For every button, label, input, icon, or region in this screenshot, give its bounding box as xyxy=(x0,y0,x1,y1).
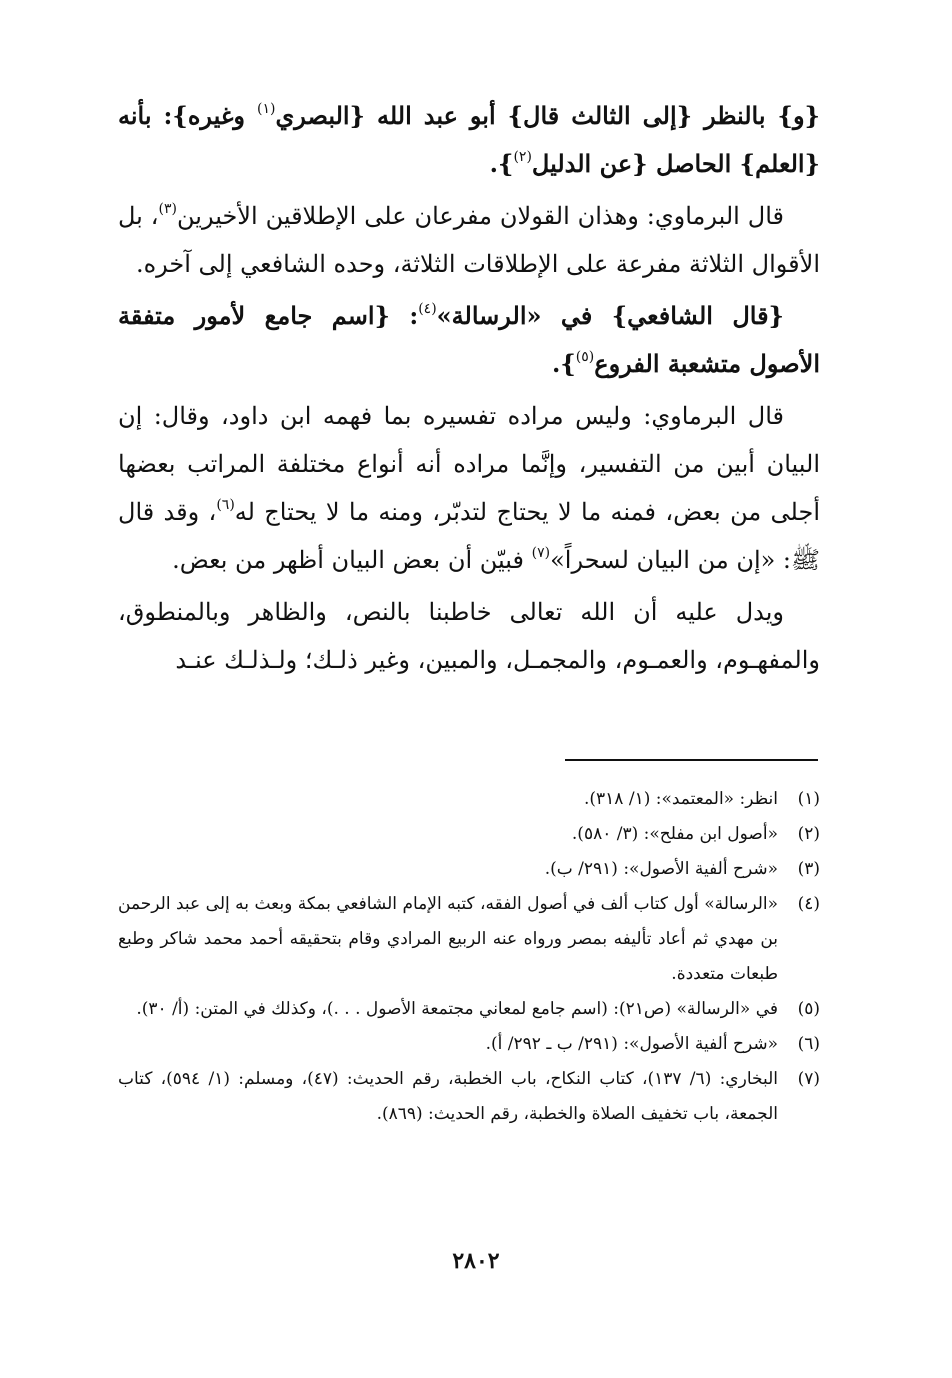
text-segment: {و} بالنظر {إلى الثالث قال} أبو عبد الله {البصري xyxy=(275,101,820,130)
footnote-number: (١) xyxy=(797,789,820,809)
text-segment: : {اسم جامع لأمور متفقة الأصول متشعبة الفروع xyxy=(118,301,820,378)
footnote-ref[interactable]: (٣) xyxy=(158,201,178,217)
paragraph-p5 xyxy=(118,588,820,684)
text-segment: ويدل عليه أن الله تعالى خاطبنا بالنص، والظاهر وبالمنطوق، والمفهـوم، والعمـوم، والمجمـل، والمبين، وغير ذلـك؛ ولـذلـك عنـد xyxy=(118,598,820,674)
footnote-text: «شرح ألفية الأصول»: (٢٩١/ ب). xyxy=(544,859,778,879)
text-segment: فبيّن أن بعض البيان أظهر من بعض. xyxy=(172,546,532,574)
footnote-item xyxy=(118,817,820,852)
text-segment: }. xyxy=(551,349,576,378)
footnote-ref[interactable]: (٤) xyxy=(418,301,437,317)
footnote-text: «الرسالة» أول كتاب ألف في أصول الفقه، كتبه الإمام الشافعي بمكة وبعث به إلى عبد الرحمن بن مهدي ثم أعاد تأليفه بمصر ورواه عنه الربيع المرادي وقام بتحقيقه أحمد محمد شاكر وطبع طبعات متعددة. xyxy=(118,894,778,984)
footnote-number: (٢) xyxy=(797,824,820,844)
footnote-item xyxy=(118,782,820,817)
text-segment: }. xyxy=(489,149,514,178)
footnote-text: البخاري: (٦/ ١٣٧)، كتاب النكاح، باب الخطبة، رقم الحديث: (٤٧)، ومسلم: (١/ ٥٩٤)، كتاب الجمعة، باب تخفيف الصلاة والخطبة، رقم الحديث: (٨٦٩). xyxy=(118,1069,779,1124)
page-number: ٢٨٠٢ xyxy=(452,1248,500,1274)
footnote-number: (٦) xyxy=(797,1034,820,1054)
footnote-item xyxy=(118,1062,820,1132)
text-segment: ، وقد قال ﷺ: «إن من البيان لسحراً» xyxy=(118,498,820,574)
paragraph-p3 xyxy=(118,292,820,388)
footnote-item xyxy=(118,992,820,1027)
paragraph-p4 xyxy=(118,392,820,584)
text-segment: قال البرماوي: وهذان القولان مفرعان على الإطلاقين الأخيرين xyxy=(177,202,785,230)
footnote-ref[interactable]: (٢) xyxy=(513,149,532,165)
footnote-ref[interactable]: (٧) xyxy=(531,545,551,561)
footnote-text: انظر: «المعتمد»: (١/ ٣١٨). xyxy=(583,789,778,809)
footnote-item xyxy=(118,852,820,887)
footnote-ref[interactable]: (١) xyxy=(257,101,276,117)
paragraph-p1 xyxy=(118,92,820,188)
text-segment: قال البرماوي: وليس مراده تفسيره بما فهمه ابن داود، وقال: إن البيان أبين من التفسير، وإنَّما مراده أنه أنواع مختلفة المراتب بعضها أجلى من بعض، فمنه ما لا يحتاج لتدبّر، ومنه ما لا يحتاج له xyxy=(118,402,820,526)
paragraph-p2 xyxy=(118,192,820,288)
footnote-number: (٥) xyxy=(797,999,820,1019)
text-segment: ، بل الأقوال الثلاثة مفرعة على الإطلاقات الثلاثة، وحده الشافعي إلى آخره. xyxy=(118,202,820,278)
footnote-number: (٧) xyxy=(797,1069,820,1089)
footnote-ref[interactable]: (٦) xyxy=(216,497,235,513)
main-text-body xyxy=(118,92,820,688)
footnote-separator xyxy=(565,759,818,761)
footnote-number: (٣) xyxy=(797,859,820,879)
footnote-item xyxy=(118,1027,820,1062)
text-segment: وغيره}: بأنه {العلم} الحاصل {عن الدليل xyxy=(118,101,820,178)
text-segment: {قال الشافعي} في «الرسالة» xyxy=(436,301,784,330)
footnote-text: «شرح ألفية الأصول»: (٢٩١/ ب ـ ٢٩٢/ أ). xyxy=(485,1034,778,1054)
footnote-text: في «الرسالة» (ص٢١): (اسم جامع لمعاني مجتمعة الأصول . . .)، وكذلك في المتن: (أ/ ٣٠). xyxy=(136,999,778,1019)
footnotes-section xyxy=(118,782,820,1132)
footnote-ref[interactable]: (٥) xyxy=(575,349,595,365)
footnote-text: «أصول ابن مفلح»: (٣/ ٥٨٠). xyxy=(571,824,778,844)
footnote-item xyxy=(118,887,820,992)
footnote-number: (٤) xyxy=(797,894,820,914)
